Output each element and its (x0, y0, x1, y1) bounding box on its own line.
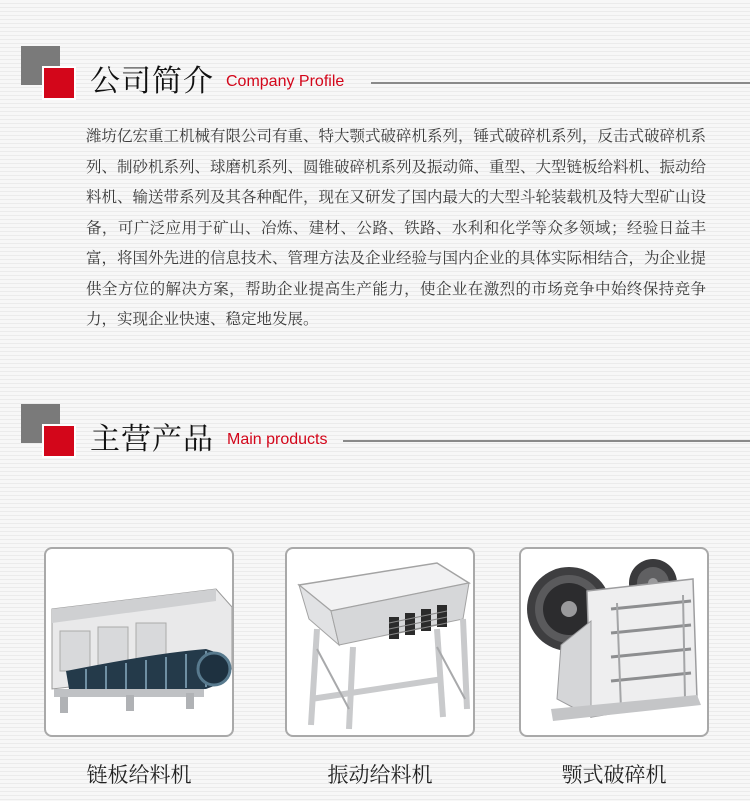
header-red-square (42, 424, 76, 458)
main-products-header (0, 404, 750, 464)
company-profile-title: 公司简介 (90, 64, 214, 99)
header-red-square (42, 66, 76, 100)
company-profile-header (0, 46, 750, 106)
jaw-crusher-image[interactable] (519, 547, 709, 737)
product-name[interactable]: 链板给料机 (86, 763, 192, 787)
company-intro-text: 潍坊亿宏重工机械有限公司有重、特大颚式破碎机系列，锤式破碎机系列，反击式破碎机系列、制砂机系列、球磨机系列、圆锥破碎机系列及振动筛、重型、大型链板给料机、振动给料机、输送带系列及其各种配件，现在又研发了国内最大的大型斗轮装载机及特大型矿山设备，可广泛应用于矿山、冶炼、建材、公路、铁路、水利和化学等众多领域；经验日益丰富，将国外先进的信息技术、管理方法及企业经验与国内企业的具体实际相结合，为企业提供全方位的解决方案，帮助企业提高生产能力，使企业在激烈的市场竞争中始终保持竞争力，实现企业快速、稳定地发展。 (86, 127, 707, 328)
product-card[interactable] (285, 547, 475, 789)
main-products-subtitle: Main products (227, 431, 328, 448)
product-card[interactable] (519, 547, 709, 789)
product-name[interactable]: 颚式破碎机 (561, 763, 667, 787)
vibrating-feeder-image[interactable] (285, 547, 475, 737)
main-products-divider (343, 440, 750, 442)
product-card[interactable] (44, 547, 234, 789)
product-name[interactable]: 振动给料机 (327, 763, 433, 787)
company-profile-subtitle: Company Profile (226, 73, 345, 90)
company-profile-divider (371, 82, 750, 84)
chain-plate-feeder-image[interactable] (44, 547, 234, 737)
main-products-title: 主营产品 (90, 422, 214, 457)
